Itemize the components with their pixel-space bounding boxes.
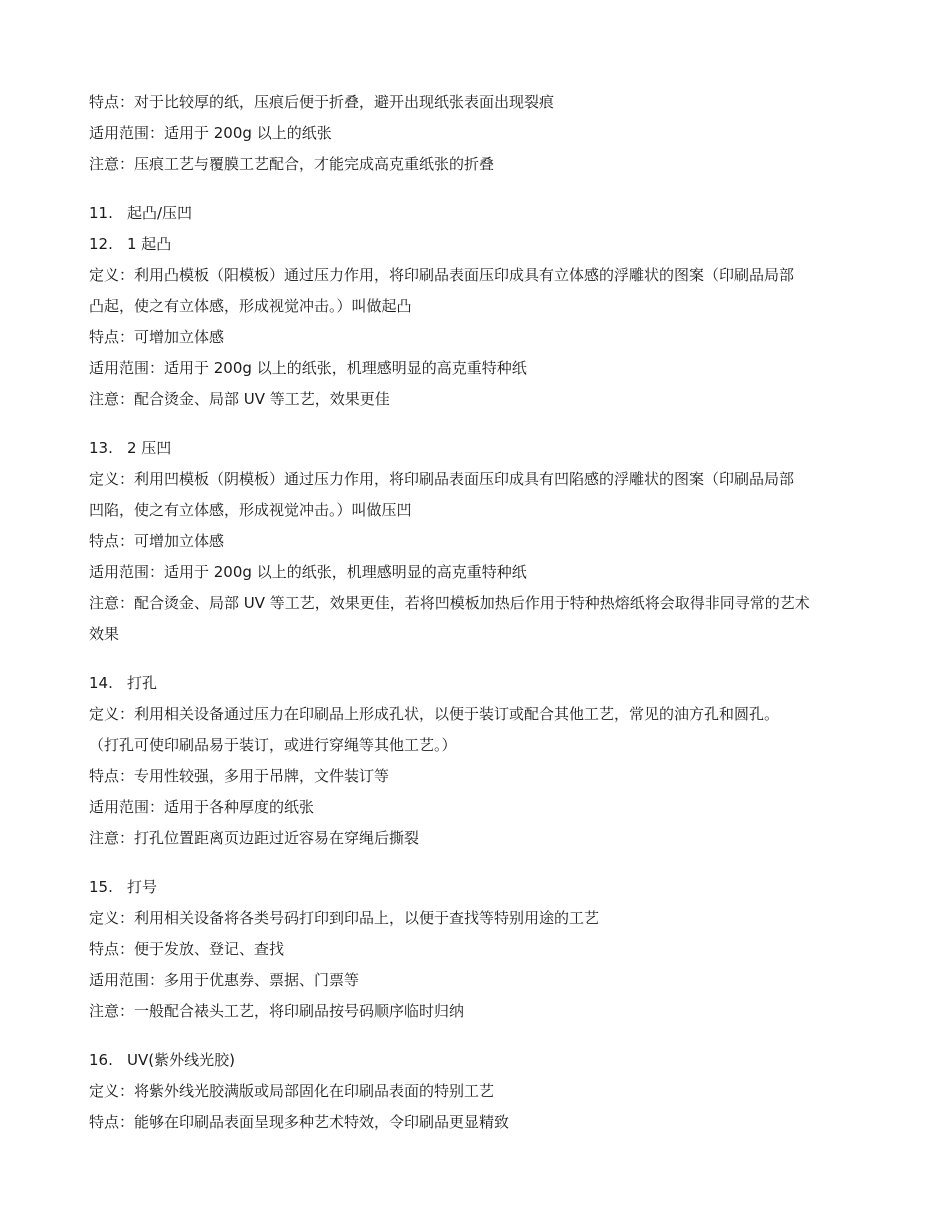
definition-line: 定义：利用凸模板（阳模板）通过压力作用，将印刷品表面压印成具有立体感的浮雕状的图案（印刷品局部 <box>89 266 795 284</box>
section-number: 16. <box>89 1051 113 1069</box>
section-gap <box>89 650 879 668</box>
scope-line: 适用范围：适用于 200g 以上的纸张，机理感明显的高克重特种纸 <box>89 563 527 581</box>
document-page <box>89 87 879 1138</box>
section-heading-12 <box>89 229 879 260</box>
section-heading-15 <box>89 872 879 903</box>
section-title: 打号 <box>127 878 158 896</box>
definition-line: 凹陷，使之有立体感，形成视觉冲击。）叫做压凹 <box>89 501 412 519</box>
definition-line: 定义：利用相关设备通过压力在印刷品上形成孔状，以便于装订或配合其他工艺，常见的油方孔和圆孔。 <box>89 705 780 723</box>
section-heading-16 <box>89 1045 879 1076</box>
scope-line: 适用范围：适用于 200g 以上的纸张 <box>89 124 332 142</box>
section-number: 14. <box>89 674 113 692</box>
scope-line: 适用范围：适用于各种厚度的纸张 <box>89 798 315 816</box>
definition-line: 凸起，使之有立体感，形成视觉冲击。）叫做起凸 <box>89 297 412 315</box>
definition-line: 定义：将紫外线光胶满版或局部固化在印刷品表面的特别工艺 <box>89 1082 495 1100</box>
scope-line: 适用范围：多用于优惠券、票据、门票等 <box>89 971 360 989</box>
section-title: UV(紫外线光胶) <box>127 1051 235 1069</box>
note-line: 效果 <box>89 625 120 643</box>
section-title: 1 起凸 <box>127 235 172 253</box>
note-line: 注意：配合烫金、局部 UV 等工艺，效果更佳，若将凹模板加热后作用于特种热熔纸将会取得非同寻常的艺术 <box>89 594 810 612</box>
section-title: 打孔 <box>127 674 158 692</box>
section-gap <box>89 180 879 198</box>
section-gap <box>89 1027 879 1045</box>
features-line: 特点：对于比较厚的纸，压痕后便于折叠，避开出现纸张表面出现裂痕 <box>89 93 555 111</box>
note-line: 注意：压痕工艺与覆膜工艺配合，才能完成高克重纸张的折叠 <box>89 155 495 173</box>
note-line: 注意：打孔位置距离页边距过近容易在穿绳后撕裂 <box>89 829 420 847</box>
features-line: 特点：专用性较强，多用于吊牌，文件装订等 <box>89 767 390 785</box>
section-title: 2 压凹 <box>127 439 172 457</box>
features-line: 特点：能够在印刷品表面呈现多种艺术特效，令印刷品更显精致 <box>89 1113 510 1131</box>
section-number: 15. <box>89 878 113 896</box>
section-number: 12. <box>89 235 113 253</box>
scope-line: 适用范围：适用于 200g 以上的纸张，机理感明显的高克重特种纸 <box>89 359 527 377</box>
section-heading-14 <box>89 668 879 699</box>
definition-line: 定义：利用凹模板（阴模板）通过压力作用，将印刷品表面压印成具有凹陷感的浮雕状的图案（印刷品局部 <box>89 470 795 488</box>
features-line: 特点：便于发放、登记、查找 <box>89 940 285 958</box>
section-gap <box>89 854 879 872</box>
section-heading-13 <box>89 433 879 464</box>
features-line: 特点：可增加立体感 <box>89 532 225 550</box>
section-number: 11. <box>89 204 113 222</box>
note-line: 注意：一般配合裱头工艺，将印刷品按号码顺序临时归纳 <box>89 1002 465 1020</box>
definition-line: （打孔可使印刷品易于装订，或进行穿绳等其他工艺。） <box>89 736 457 754</box>
definition-line: 定义：利用相关设备将各类号码打印到印品上，以便于查找等特别用途的工艺 <box>89 909 600 927</box>
section-heading-11 <box>89 198 879 229</box>
features-line: 特点：可增加立体感 <box>89 328 225 346</box>
section-number: 13. <box>89 439 113 457</box>
section-title: 起凸/压凹 <box>127 204 193 222</box>
note-line: 注意：配合烫金、局部 UV 等工艺，效果更佳 <box>89 390 390 408</box>
section-gap <box>89 415 879 433</box>
